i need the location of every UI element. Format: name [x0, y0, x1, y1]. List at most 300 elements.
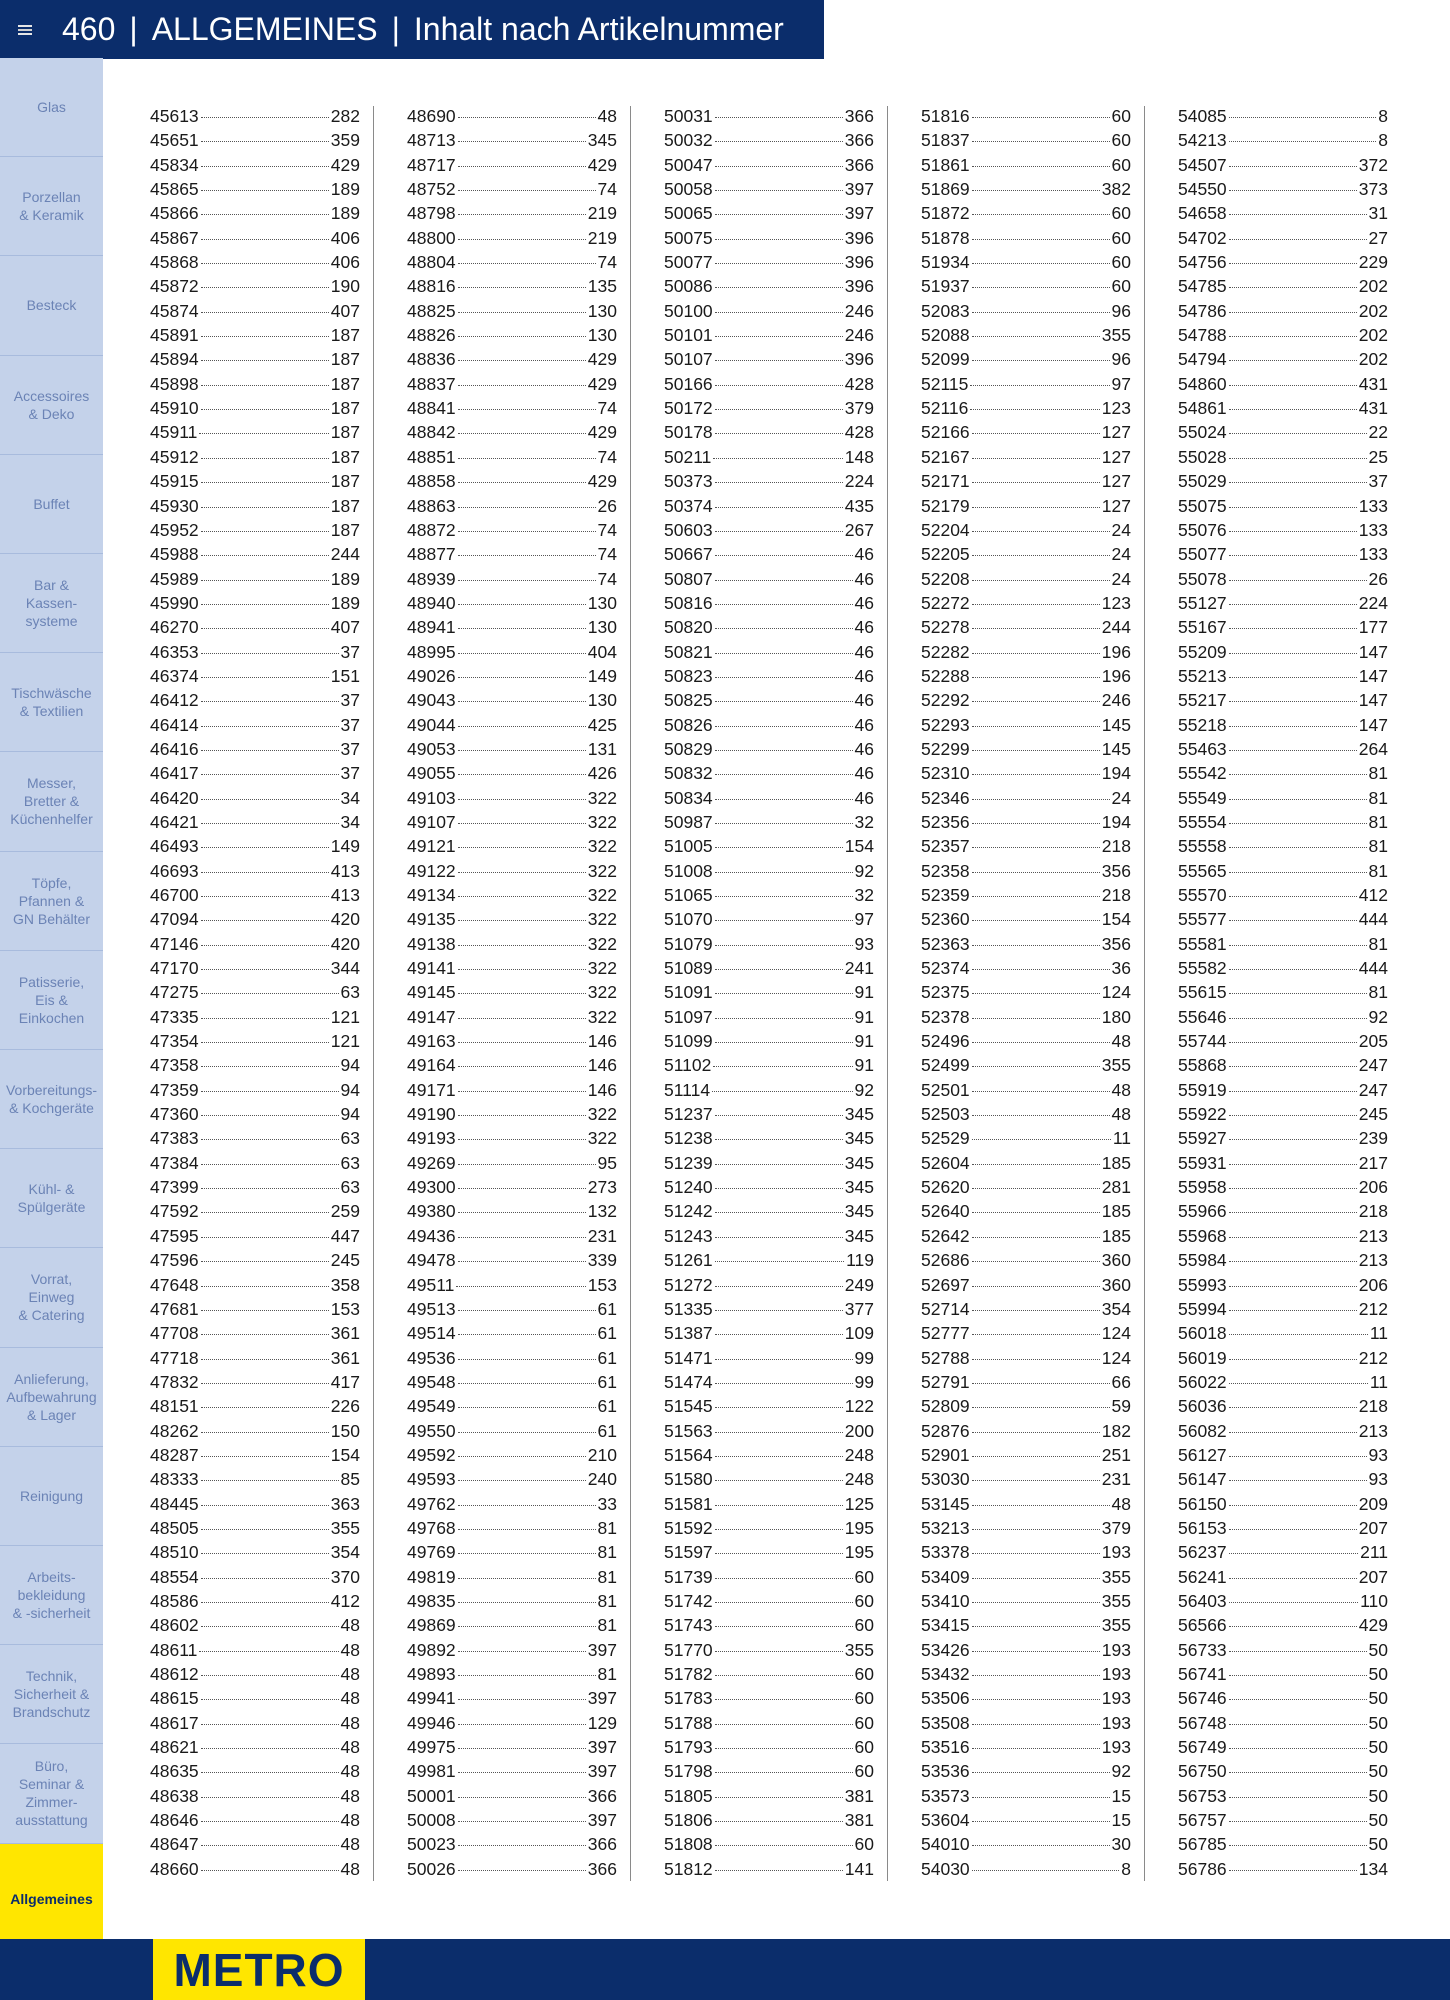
index-entry: [664, 664, 874, 688]
article-number: 49145: [407, 982, 456, 1003]
dot-leader: [1229, 1286, 1357, 1287]
dot-leader: [972, 555, 1110, 556]
index-entry: [921, 615, 1131, 639]
article-number: 56750: [1178, 1761, 1227, 1782]
index-entry: [1178, 323, 1388, 347]
index-entry: [1178, 1832, 1388, 1856]
page-number: 460: [62, 11, 116, 47]
dot-leader: [972, 1748, 1100, 1749]
dot-leader: [715, 1407, 843, 1408]
page-reference: 366: [587, 1785, 617, 1806]
article-number: 48611: [150, 1639, 198, 1660]
index-entry: [921, 1540, 1131, 1564]
index-entry: [664, 1711, 874, 1735]
article-number: 50101: [664, 325, 713, 346]
dot-leader: [712, 1091, 852, 1092]
dot-leader: [201, 190, 329, 191]
dot-leader: [715, 1139, 843, 1140]
page-reference: 373: [1358, 179, 1388, 200]
page-reference: 145: [1101, 714, 1131, 735]
dot-leader: [1229, 1821, 1367, 1822]
article-number: 55213: [1178, 665, 1227, 686]
dot-leader: [715, 1164, 843, 1165]
sidebar-tab[interactable]: [0, 356, 103, 455]
page-reference: 413: [330, 860, 360, 881]
dot-leader: [458, 799, 586, 800]
index-entry: [664, 1857, 874, 1881]
index-entry: [664, 907, 874, 931]
dot-leader: [201, 945, 329, 946]
dot-leader: [715, 141, 843, 142]
page-reference: 63: [340, 1177, 360, 1198]
page-reference: 15: [1111, 1810, 1131, 1831]
article-number: 50065: [664, 203, 713, 224]
dot-leader: [458, 555, 596, 556]
dot-leader: [1229, 482, 1367, 483]
dot-leader: [972, 1602, 1100, 1603]
index-entry: [407, 1297, 617, 1321]
page-reference: 193: [1101, 1664, 1131, 1684]
sidebar-tab-label: Büro, Seminar & Zimmer- ausstattung: [15, 1758, 88, 1829]
page-reference: 147: [1358, 665, 1388, 686]
index-entry: [921, 323, 1131, 347]
index-column: [664, 104, 874, 1881]
index-entry: [1178, 786, 1388, 810]
dot-leader: [1229, 531, 1357, 532]
page-reference: 322: [587, 1104, 617, 1125]
dot-leader: [1229, 1651, 1367, 1652]
sidebar-tab[interactable]: [0, 1844, 103, 1955]
page-reference: 245: [1358, 1104, 1388, 1125]
page-reference: 322: [587, 958, 617, 979]
index-entry: [1178, 615, 1388, 639]
dot-leader: [1229, 969, 1357, 970]
index-entry: [407, 1589, 617, 1613]
article-number: 53415: [921, 1615, 970, 1636]
page-reference: 245: [330, 1250, 360, 1271]
article-number: 53213: [921, 1517, 970, 1538]
index-entry: [664, 396, 874, 420]
article-number: 55993: [1178, 1274, 1227, 1295]
page-reference: 345: [587, 130, 617, 151]
article-number: 54030: [921, 1858, 970, 1879]
index-entry: [664, 104, 874, 128]
page-reference: 134: [1358, 1858, 1388, 1879]
dot-leader: [715, 1115, 843, 1116]
index-entry: [664, 347, 874, 371]
dot-leader: [715, 1237, 843, 1238]
article-number: 50172: [664, 398, 713, 419]
index-entry: [921, 956, 1131, 980]
dot-leader: [201, 799, 339, 800]
page-reference: 355: [1101, 325, 1131, 346]
sidebar-tab[interactable]: [0, 256, 103, 355]
index-entry: [150, 1419, 360, 1443]
article-number: 48939: [407, 568, 456, 589]
index-entry: [1178, 494, 1388, 518]
dot-leader: [715, 531, 843, 532]
sidebar-tab[interactable]: [0, 951, 103, 1050]
dot-leader: [201, 287, 329, 288]
page-reference: 412: [330, 1590, 360, 1611]
page-reference: 22: [1368, 422, 1388, 443]
page-reference: 60: [1111, 276, 1131, 297]
dot-leader: [1229, 360, 1357, 361]
dot-leader: [201, 1578, 329, 1579]
article-number: 49975: [407, 1737, 456, 1758]
index-entry: [664, 1735, 874, 1759]
page-reference: 377: [844, 1298, 874, 1319]
article-number: 54658: [1178, 203, 1227, 224]
article-number: 50825: [664, 690, 713, 711]
index-entry: [921, 1151, 1131, 1175]
index-entry: [150, 1711, 360, 1735]
dot-leader: [201, 482, 329, 483]
page-reference: 60: [854, 1712, 874, 1733]
index-entry: [1178, 1759, 1388, 1783]
article-number: 48717: [407, 154, 456, 175]
index-entry: [1178, 420, 1388, 444]
page-reference: 413: [330, 885, 360, 905]
dot-leader: [201, 166, 329, 167]
article-number: 51798: [664, 1761, 713, 1782]
index-entry: [407, 1443, 617, 1467]
article-number: 49043: [407, 690, 456, 711]
page-reference: 146: [587, 1055, 617, 1076]
article-number: 56403: [1178, 1590, 1227, 1611]
page-reference: 345: [844, 1201, 874, 1222]
dot-leader: [458, 263, 596, 264]
page-reference: 60: [854, 1566, 874, 1587]
article-number: 50086: [664, 276, 713, 297]
article-number: 55075: [1178, 495, 1227, 516]
index-entry: [921, 1394, 1131, 1418]
page-reference: 61: [597, 1420, 617, 1441]
dot-leader: [972, 1675, 1100, 1676]
dot-leader: [715, 1772, 853, 1773]
article-number: 54550: [1178, 179, 1227, 200]
dot-leader: [458, 1432, 596, 1433]
index-entry: [1178, 956, 1388, 980]
index-entry: [407, 859, 617, 883]
dot-leader: [201, 214, 329, 215]
page-reference: 50: [1368, 1688, 1388, 1709]
article-number: 52357: [921, 836, 970, 857]
dot-leader: [458, 1870, 586, 1871]
index-entry: [664, 688, 874, 712]
dot-leader: [715, 1286, 843, 1287]
article-number: 46693: [150, 860, 199, 881]
dot-leader: [458, 920, 586, 921]
sidebar-tab-label: Glas: [37, 99, 66, 116]
dot-leader: [972, 239, 1110, 240]
page-reference: 195: [844, 1542, 874, 1563]
dot-leader: [201, 896, 329, 897]
index-entry: [407, 1540, 617, 1564]
article-number: 48635: [150, 1761, 199, 1782]
index-entry: [407, 396, 617, 420]
article-number: 51934: [921, 252, 970, 273]
index-entry: [921, 810, 1131, 834]
dot-leader: [972, 1456, 1100, 1457]
article-number: 47384: [150, 1152, 199, 1173]
dot-leader: [715, 823, 853, 824]
article-number: 48825: [407, 300, 456, 321]
dot-leader: [715, 507, 843, 508]
sidebar-tab[interactable]: [0, 1447, 103, 1546]
index-entry: [664, 1005, 874, 1029]
page-reference: 366: [587, 1834, 617, 1855]
article-number: 48851: [407, 446, 456, 467]
index-entry: [664, 1419, 874, 1443]
dot-leader: [972, 750, 1100, 751]
article-number: 48612: [150, 1664, 199, 1684]
index-entry: [921, 1638, 1131, 1662]
sidebar-tab[interactable]: [0, 1348, 103, 1447]
article-number: 51563: [664, 1420, 713, 1441]
page-reference: 366: [844, 154, 874, 175]
page-reference: 74: [597, 519, 617, 540]
page-reference: 37: [340, 690, 360, 711]
page-reference: 127: [1101, 471, 1131, 492]
sidebar-tab-label: Buffet: [33, 495, 70, 512]
dot-leader: [201, 1286, 329, 1287]
dot-leader: [458, 677, 586, 678]
sidebar-tab[interactable]: [0, 1546, 103, 1645]
sidebar-tab[interactable]: [0, 157, 103, 256]
dot-leader: [458, 458, 596, 459]
page-reference: 48: [1111, 1493, 1131, 1514]
page-reference: 206: [1358, 1177, 1388, 1198]
article-number: 52620: [921, 1177, 970, 1198]
dot-leader: [1229, 1797, 1367, 1798]
sidebar-tab[interactable]: [0, 1149, 103, 1248]
index-entry: [921, 1370, 1131, 1394]
page-reference: 46: [854, 544, 874, 565]
article-number: 54507: [1178, 154, 1227, 175]
index-entry: [664, 1784, 874, 1808]
sidebar-tab[interactable]: [0, 58, 103, 157]
page-reference: 210: [587, 1444, 617, 1465]
index-column: [1178, 104, 1388, 1881]
index-entry: [664, 640, 874, 664]
index-entry: [1178, 274, 1388, 298]
dot-leader: [201, 263, 329, 264]
article-number: 49946: [407, 1712, 456, 1733]
dot-leader: [715, 1602, 853, 1603]
index-entry: [150, 567, 360, 591]
dot-leader: [201, 1407, 329, 1408]
page-reference: 193: [1101, 1737, 1131, 1758]
article-number: 47094: [150, 909, 199, 930]
sidebar-tab[interactable]: [0, 653, 103, 752]
index-entry: [921, 494, 1131, 518]
index-entry: [921, 1759, 1131, 1783]
page-reference: 32: [854, 885, 874, 905]
page-reference: 151: [330, 665, 360, 686]
page-reference: 81: [1368, 933, 1388, 954]
sidebar-tab[interactable]: [0, 455, 103, 554]
page-reference: 123: [1101, 592, 1131, 613]
index-entry: [407, 907, 617, 931]
article-number: 53145: [921, 1493, 970, 1514]
article-number: 56748: [1178, 1712, 1227, 1733]
index-entry: [150, 1443, 360, 1467]
page-reference: 129: [587, 1712, 617, 1733]
page-reference: 63: [340, 1152, 360, 1173]
dot-leader: [458, 1115, 586, 1116]
page-reference: 202: [1358, 349, 1388, 370]
sidebar-tab[interactable]: [0, 554, 103, 653]
index-entry: [664, 591, 874, 615]
page-reference: 429: [587, 154, 617, 175]
header-separator: |: [391, 11, 400, 47]
page-reference: 189: [330, 568, 360, 589]
article-number: 48842: [407, 422, 456, 443]
dot-leader: [201, 993, 339, 994]
sidebar-tab[interactable]: [0, 852, 103, 951]
article-number: 51878: [921, 227, 970, 248]
article-number: 55958: [1178, 1177, 1227, 1198]
page-reference: 46: [854, 690, 874, 711]
page-reference: 81: [597, 1542, 617, 1563]
index-entry: [150, 591, 360, 615]
page-reference: 124: [1101, 1323, 1131, 1344]
dot-leader: [201, 1237, 329, 1238]
sidebar-tab[interactable]: [0, 1744, 103, 1843]
dot-leader: [201, 1821, 339, 1822]
page-reference: 366: [844, 106, 874, 126]
page-reference: 92: [854, 860, 874, 881]
page-reference: 8: [1121, 1858, 1131, 1879]
dot-leader: [201, 458, 329, 459]
page-reference: 397: [844, 203, 874, 224]
index-entry: [150, 274, 360, 298]
index-entry: [150, 1199, 360, 1223]
article-number: 51242: [664, 1201, 713, 1222]
article-number: 55922: [1178, 1104, 1227, 1125]
index-entry: [150, 372, 360, 396]
article-number: 52496: [921, 1031, 970, 1052]
article-number: 56036: [1178, 1396, 1227, 1417]
article-number: 48841: [407, 398, 456, 419]
dot-leader: [972, 433, 1100, 434]
article-number: 47358: [150, 1055, 199, 1076]
page-reference: 355: [844, 1639, 874, 1660]
dot-leader: [715, 1821, 843, 1822]
page-reference: 212: [1358, 1347, 1388, 1368]
article-number: 51564: [664, 1444, 713, 1465]
index-entry: [150, 1224, 360, 1248]
article-number: 54010: [921, 1834, 970, 1855]
dot-leader: [715, 1505, 843, 1506]
article-number: 53506: [921, 1688, 970, 1709]
article-number: 52272: [921, 592, 970, 613]
index-entry: [1178, 1467, 1388, 1491]
page-reference: 74: [597, 544, 617, 565]
dot-leader: [201, 117, 329, 118]
page-reference: 205: [1358, 1031, 1388, 1052]
dot-leader: [1229, 1529, 1357, 1530]
column-divider: [373, 106, 374, 1881]
page-reference: 110: [1360, 1590, 1388, 1611]
dot-leader: [458, 945, 586, 946]
dot-leader: [458, 166, 586, 167]
dot-leader: [1229, 1383, 1368, 1384]
index-entry: [407, 226, 617, 250]
index-entry: [1178, 1053, 1388, 1077]
page-reference: 428: [844, 373, 874, 394]
dot-leader: [972, 312, 1110, 313]
article-number: 55549: [1178, 787, 1227, 808]
article-number: 51937: [921, 276, 970, 297]
index-entry: [921, 883, 1131, 907]
article-number: 45990: [150, 592, 199, 613]
article-number: 55868: [1178, 1055, 1227, 1076]
index-entry: [1178, 1346, 1388, 1370]
page-reference: 322: [587, 1006, 617, 1027]
page-reference: 426: [587, 763, 617, 784]
dot-leader: [458, 1091, 586, 1092]
article-number: 49053: [407, 738, 456, 759]
article-number: 45894: [150, 349, 199, 370]
article-number: 52777: [921, 1323, 970, 1344]
article-number: 49107: [407, 811, 456, 832]
index-entry: [664, 420, 874, 444]
dot-leader: [458, 823, 586, 824]
page-reference: 202: [1358, 300, 1388, 321]
article-number: 53536: [921, 1761, 970, 1782]
sidebar-tab[interactable]: [0, 1248, 103, 1347]
index-entry: [407, 128, 617, 152]
page-reference: 127: [1101, 446, 1131, 467]
article-number: 49592: [407, 1444, 456, 1465]
index-entry: [921, 1516, 1131, 1540]
index-entry: [921, 177, 1131, 201]
page-reference: 146: [587, 1031, 617, 1052]
article-number: 55127: [1178, 592, 1227, 613]
article-number: 54785: [1178, 276, 1227, 297]
article-number: 49141: [407, 958, 456, 979]
dot-leader: [201, 1432, 329, 1433]
page-reference: 60: [854, 1737, 874, 1758]
page-reference: 366: [587, 1858, 617, 1879]
article-number: 52179: [921, 495, 970, 516]
article-number: 50823: [664, 665, 713, 686]
dot-leader: [201, 336, 329, 337]
page-reference: 50: [1368, 1834, 1388, 1855]
sidebar-tab[interactable]: [0, 1050, 103, 1149]
index-entry: [921, 1467, 1131, 1491]
article-number: 56786: [1178, 1858, 1227, 1879]
dot-leader: [458, 531, 596, 532]
sidebar-tab[interactable]: [0, 752, 103, 851]
index-entry: [407, 1467, 617, 1491]
index-entry: [407, 1638, 617, 1662]
index-entry: [664, 980, 874, 1004]
sidebar-tab[interactable]: [0, 1645, 103, 1744]
article-number: 47383: [150, 1128, 199, 1149]
article-number: 54860: [1178, 373, 1227, 394]
page-reference: 133: [1358, 519, 1388, 540]
dot-leader: [715, 482, 843, 483]
dot-leader: [715, 1383, 853, 1384]
page-reference: 91: [854, 1055, 874, 1076]
index-entry: [150, 980, 360, 1004]
article-number: 56237: [1178, 1542, 1227, 1563]
dot-leader: [715, 263, 843, 264]
article-number: 56022: [1178, 1371, 1227, 1392]
